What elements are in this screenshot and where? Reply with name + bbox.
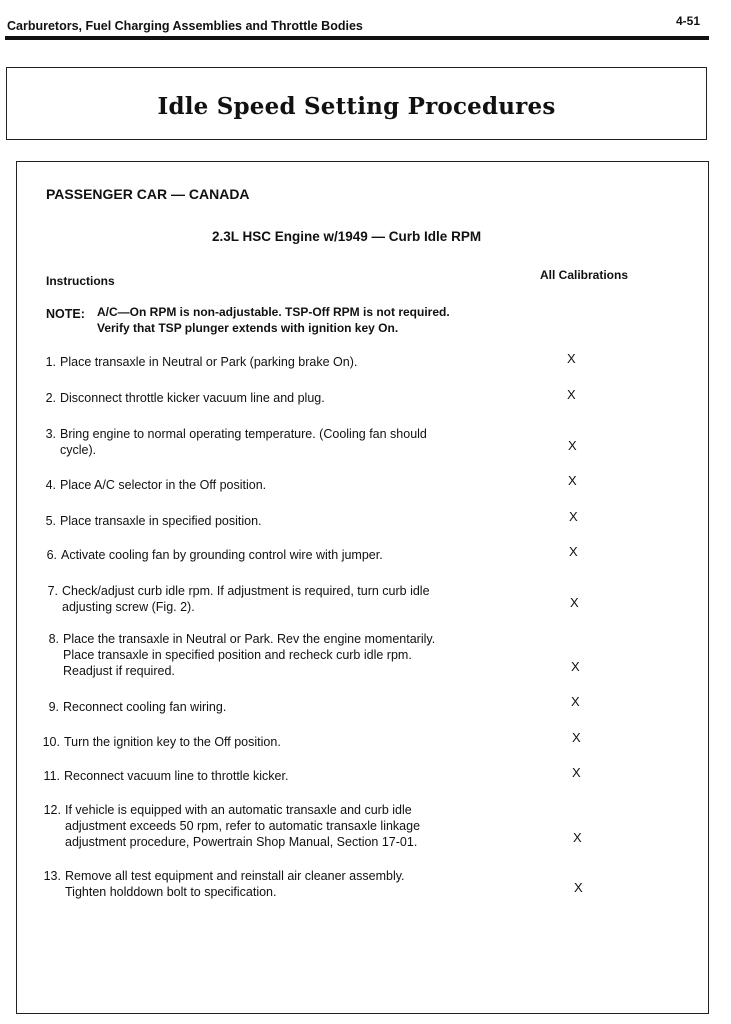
step-item (39, 699, 226, 715)
step-text-line: Reconnect vacuum line to throttle kicker. (64, 769, 289, 783)
step-item (36, 513, 262, 529)
calibration-check-mark: X (567, 351, 576, 366)
section-title: PASSENGER CAR — CANADA (46, 186, 250, 202)
step-number: 4. (45, 478, 56, 492)
step-text-line: cycle). (60, 443, 97, 457)
instructions-column-header: Instructions (46, 274, 115, 288)
step-item (40, 734, 281, 750)
step-item (36, 354, 357, 370)
step-number: 9. (48, 700, 59, 714)
step-item (39, 631, 435, 679)
calibrations-column-header: All Calibrations (540, 268, 629, 282)
step-text-line: Reconnect cooling fan wiring. (63, 700, 227, 714)
step-text-line: Tighten holddown bolt to specification. (65, 885, 277, 899)
calibration-check-mark: X (569, 509, 578, 524)
step-text-line: adjustment procedure, Powertrain Shop Manual, Section 17-01. (65, 835, 418, 849)
page-number: 4-51 (676, 14, 701, 28)
step-number: 7. (47, 584, 58, 598)
calibration-check-mark: X (573, 830, 582, 845)
step-text-line: Readjust if required. (63, 664, 175, 678)
header-rule (5, 36, 709, 40)
title-box (6, 67, 707, 140)
step-item (41, 868, 405, 900)
calibration-check-mark: X (572, 765, 581, 780)
note-line-1: A/C—On RPM is non-adjustable. TSP-Off RPM is not required. (97, 305, 450, 319)
step-text-line: Turn the ignition key to the Off position. (64, 735, 281, 749)
step-number: 2. (45, 391, 56, 405)
calibration-check-mark: X (569, 544, 578, 559)
step-number: 8. (48, 632, 59, 646)
step-text-line: Remove all test equipment and reinstall air cleaner assembly. (65, 869, 405, 883)
step-text-line: Bring engine to normal operating temperature. (Cooling fan should (60, 427, 427, 441)
step-text-line: Place the transaxle in Neutral or Park. Rev the engine momentarily. (63, 632, 436, 646)
calibration-check-mark: X (567, 387, 576, 402)
note-line-2: Verify that TSP plunger extends with ignition key On. (97, 321, 399, 335)
step-item (37, 547, 383, 563)
step-number: 12. (43, 803, 61, 817)
step-item (41, 802, 420, 850)
calibration-check-mark: X (572, 730, 581, 745)
procedure-box (16, 161, 709, 1014)
step-number: 11. (43, 769, 60, 783)
step-text-line: adjustment exceeds 50 rpm, refer to automatic transaxle linkage (65, 819, 421, 833)
step-item (36, 477, 266, 493)
step-text-line: Disconnect throttle kicker vacuum line and plug. (60, 391, 325, 405)
section-subtitle: 2.3L HSC Engine w/1949 — Curb Idle RPM (212, 229, 482, 244)
step-number: 13. (43, 869, 61, 883)
step-text-line: Place transaxle in Neutral or Park (parking brake On). (60, 355, 358, 369)
step-item (36, 426, 427, 458)
step-text-line: Check/adjust curb idle rpm. If adjustment is required, turn curb idle (62, 584, 430, 598)
step-text-line: Place transaxle in specified position. (60, 514, 262, 528)
calibration-check-mark: X (570, 595, 579, 610)
step-text-line: If vehicle is equipped with an automatic transaxle and curb idle (65, 803, 412, 817)
step-number: 3. (45, 427, 56, 441)
step-item (40, 768, 288, 784)
calibration-check-mark: X (574, 880, 583, 895)
calibration-check-mark: X (568, 473, 577, 488)
step-text-line: Place A/C selector in the Off position. (60, 478, 267, 492)
step-number: 5. (45, 514, 56, 528)
step-text-line: Place transaxle in specified position and recheck curb idle rpm. (63, 648, 412, 662)
step-number: 1. (45, 355, 56, 369)
step-text-line: adjusting screw (Fig. 2). (62, 600, 195, 614)
document-title: Idle Speed Setting Procedures (157, 93, 556, 120)
step-item (38, 583, 430, 615)
calibration-check-mark: X (568, 438, 577, 453)
step-text-line: Activate cooling fan by grounding control wire with jumper. (61, 548, 383, 562)
step-item (36, 390, 325, 406)
calibration-check-mark: X (571, 659, 580, 674)
step-number: 6. (46, 548, 57, 562)
note-label: NOTE: (46, 307, 85, 321)
running-header-title: Carburetors, Fuel Charging Assemblies and Throttle Bodies (7, 19, 363, 33)
calibration-check-mark: X (571, 694, 580, 709)
step-number: 10. (42, 735, 60, 749)
